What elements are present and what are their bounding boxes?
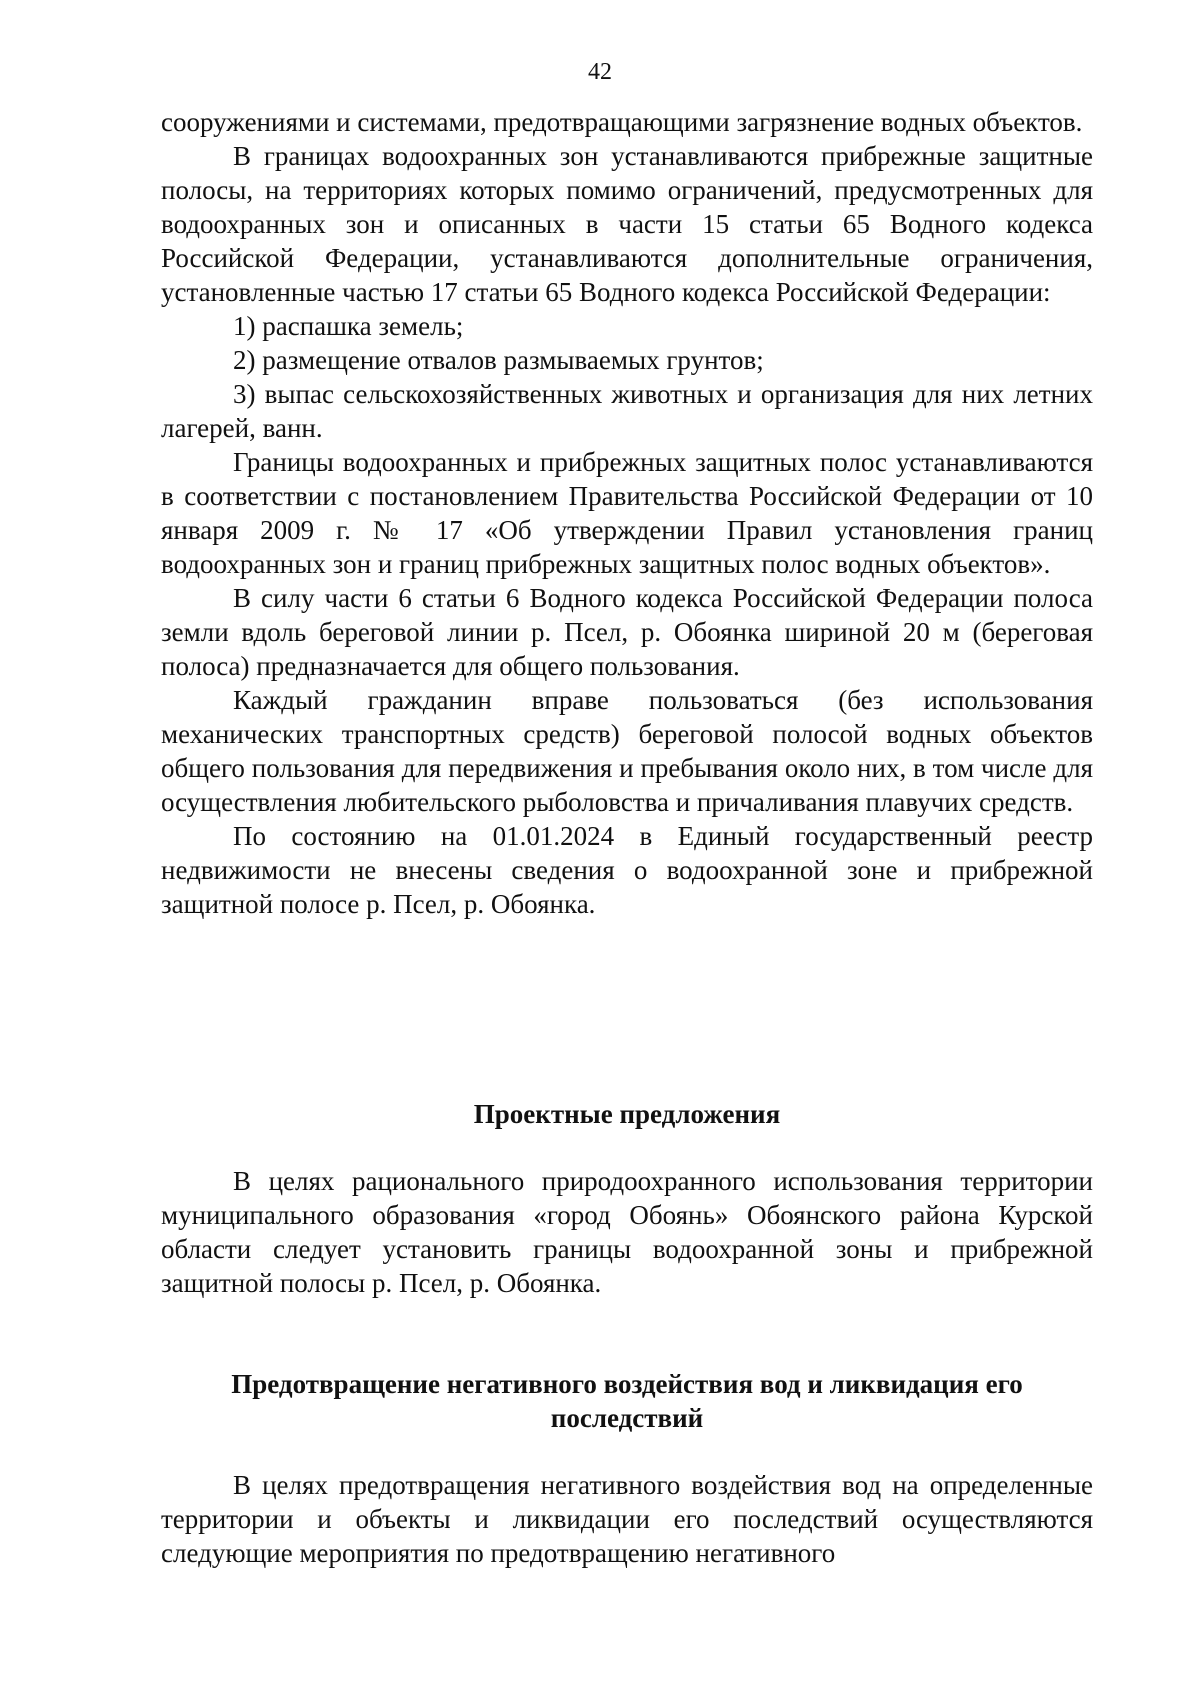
- paragraph-continuation: сооружениями и системами, предотвращающими загрязнение водных объектов.: [161, 107, 1083, 137]
- paragraph-coastal-strips: В границах водоохранных зон устанавливаются прибрежные защитные полосы, на территориях которых помимо ограничений, предусмотренных для водоохранных зон и описанных в части 15 статьи 65 Водного кодекса Российской Федерации, устанавливаются дополнительные ограничения, установленные частью 17 статьи 65 Водного кодекса Российской Федерации:: [161, 141, 1093, 307]
- heading-project-proposals: Проектные предложения: [473, 1099, 781, 1129]
- paragraph-registry-status: По состоянию на 01.01.2024 в Единый государственный реестр недвижимости не внесены сведения о водоохранной зоне и прибрежной защитной полосе р. Псел, р. Обоянка.: [161, 821, 1093, 919]
- paragraph-boundaries: Границы водоохранных и прибрежных защитных полос устанавливаются в соответствии с постановлением Правительства Российской Федерации от 10 января 2009 г. № 17 «Об утверждении Правил установления границ водоохранных зон и границ прибрежных защитных полос водных объектов».: [161, 447, 1093, 579]
- paragraph-shore-strip: В силу части 6 статьи 6 Водного кодекса Российской Федерации полоса земли вдоль береговой линии р. Псел, р. Обоянка шириной 20 м (береговая полоса) предназначается для общего пользования.: [161, 583, 1093, 681]
- intro-section: [161, 105, 1093, 921]
- list-item-2: 2) размещение отвалов размываемых грунтов;: [233, 345, 764, 375]
- proposals-section: [161, 1164, 1093, 1300]
- page-number: 42: [588, 59, 612, 85]
- heading-prevention: [161, 1367, 1093, 1435]
- paragraph-proposals: В целях рационального природоохранного использования территории муниципального образования «город Обоянь» Обоянского района Курской области следует установить границы водоохранной зоны и прибрежной защитной полосы р. Псел, р. Обоянка.: [161, 1166, 1093, 1298]
- list-item-1: 1) распашка земель;: [233, 311, 464, 341]
- paragraph-prevention: В целях предотвращения негативного воздействия вод на определенные территории и объекты и ликвидации его последствий осуществляются следующие мероприятия по предотвращению негативного: [161, 1470, 1093, 1568]
- heading-prevention-line1: Предотвращение негативного воздействия вод и ликвидация его: [231, 1369, 1023, 1399]
- prevention-section: [161, 1468, 1093, 1570]
- list-item-3: 3) выпас сельскохозяйственных животных и организация для них летних лагерей, ванн.: [161, 379, 1093, 443]
- heading-prevention-line2: последствий: [550, 1403, 704, 1433]
- paragraph-citizen-rights: Каждый гражданин вправе пользоваться (без использования механических транспортных средств) береговой полосой водных объектов общего пользования для передвижения и пребывания около них, в том числе для осуществления любительского рыболовства и причаливания плавучих средств.: [161, 685, 1093, 817]
